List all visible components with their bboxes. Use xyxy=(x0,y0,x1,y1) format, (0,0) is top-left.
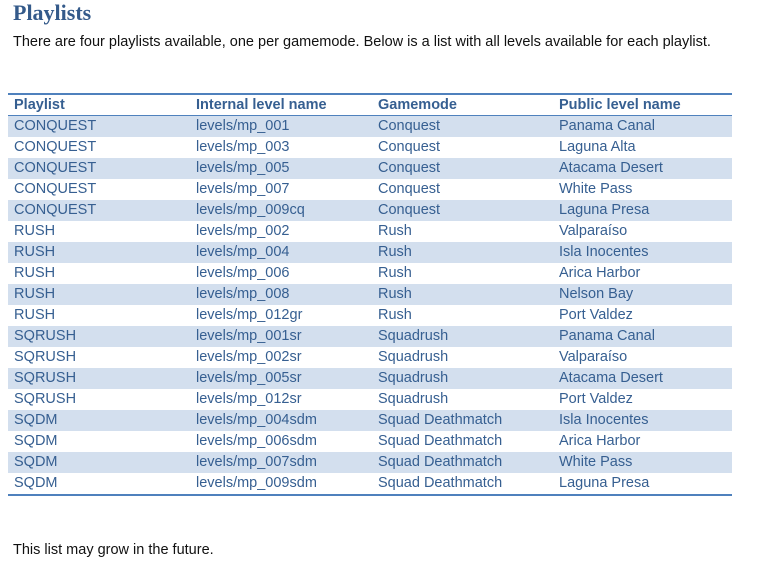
cell-gamemode: Rush xyxy=(378,265,412,281)
cell-public-level-name: Laguna Presa xyxy=(559,475,650,491)
cell-gamemode: Conquest xyxy=(372,116,553,138)
table-row xyxy=(8,452,732,473)
table-row xyxy=(8,431,732,452)
cell-playlist: SQRUSH xyxy=(8,326,190,347)
cell-public-level-name: Arica Harbor xyxy=(559,433,641,449)
table-row xyxy=(8,410,732,431)
cell-public-level-name: Laguna Presa xyxy=(553,200,732,221)
cell-public-level-name: Laguna Alta xyxy=(559,139,636,155)
cell-internal-level-name: levels/mp_006sdm xyxy=(196,433,317,449)
table-row xyxy=(8,305,732,326)
cell-public-level-name: Atacama Desert xyxy=(553,368,732,389)
cell-public-level-name: Valparaíso xyxy=(559,223,628,239)
table-row xyxy=(8,326,732,347)
cell-internal-level-name: levels/mp_003 xyxy=(196,139,290,155)
header-internal-level-name: Internal level name xyxy=(190,94,372,116)
cell-playlist: CONQUEST xyxy=(8,116,190,138)
table-row xyxy=(8,473,732,495)
header-public-level-name: Public level name xyxy=(553,94,732,116)
page-title: Playlists xyxy=(13,0,92,25)
table-row xyxy=(8,368,732,389)
cell-gamemode: Conquest xyxy=(372,200,553,221)
cell-internal-level-name: levels/mp_004 xyxy=(190,242,372,263)
cell-internal-level-name: levels/mp_005 xyxy=(190,158,372,179)
table-row xyxy=(8,347,732,368)
table-row xyxy=(8,221,732,242)
cell-playlist: RUSH xyxy=(14,223,56,239)
cell-public-level-name: Port Valdez xyxy=(559,391,633,407)
playlists-table xyxy=(8,93,732,496)
cell-playlist: SQDM xyxy=(14,475,58,491)
cell-gamemode: Rush xyxy=(378,223,412,239)
table-row xyxy=(8,158,732,179)
cell-playlist: SQDM xyxy=(14,433,58,449)
cell-public-level-name: White Pass xyxy=(559,181,633,197)
cell-playlist: CONQUEST xyxy=(14,181,97,197)
cell-public-level-name: Atacama Desert xyxy=(553,158,732,179)
table-row xyxy=(8,284,732,305)
cell-internal-level-name: levels/mp_009sdm xyxy=(196,475,317,491)
cell-internal-level-name: levels/mp_004sdm xyxy=(190,410,372,431)
table-row xyxy=(8,179,732,200)
cell-gamemode: Squadrush xyxy=(378,349,449,365)
cell-gamemode: Squad Deathmatch xyxy=(378,475,503,491)
cell-internal-level-name: levels/mp_001 xyxy=(190,116,372,138)
cell-playlist: CONQUEST xyxy=(8,158,190,179)
cell-playlist: SQDM xyxy=(8,452,190,473)
cell-playlist: CONQUEST xyxy=(8,200,190,221)
cell-gamemode: Conquest xyxy=(378,139,441,155)
cell-internal-level-name: levels/mp_002sr xyxy=(196,349,302,365)
footer-note: This list may grow in the future. xyxy=(13,542,214,558)
header-gamemode: Gamemode xyxy=(372,94,553,116)
cell-gamemode: Squadrush xyxy=(372,326,553,347)
cell-gamemode: Rush xyxy=(372,242,553,263)
cell-internal-level-name: levels/mp_002 xyxy=(196,223,290,239)
cell-public-level-name: Port Valdez xyxy=(559,307,633,323)
header-playlist: Playlist xyxy=(8,94,190,116)
cell-gamemode: Squad Deathmatch xyxy=(372,410,553,431)
cell-public-level-name: White Pass xyxy=(553,452,732,473)
cell-playlist: SQDM xyxy=(8,410,190,431)
cell-public-level-name: Panama Canal xyxy=(553,326,732,347)
cell-playlist: SQRUSH xyxy=(14,349,77,365)
table-row xyxy=(8,263,732,284)
cell-gamemode: Squad Deathmatch xyxy=(378,433,503,449)
cell-gamemode: Squadrush xyxy=(378,391,449,407)
cell-playlist: RUSH xyxy=(8,284,190,305)
cell-internal-level-name: levels/mp_012gr xyxy=(196,307,303,323)
cell-gamemode: Conquest xyxy=(372,158,553,179)
table-header-row xyxy=(8,94,732,116)
cell-playlist: RUSH xyxy=(14,307,56,323)
cell-internal-level-name: levels/mp_007 xyxy=(196,181,290,197)
table-row xyxy=(8,242,732,263)
cell-internal-level-name: levels/mp_012sr xyxy=(196,391,302,407)
cell-internal-level-name: levels/mp_008 xyxy=(190,284,372,305)
table-row xyxy=(8,116,732,138)
table-row xyxy=(8,137,732,158)
cell-playlist: CONQUEST xyxy=(14,139,97,155)
cell-public-level-name: Isla Inocentes xyxy=(553,242,732,263)
cell-gamemode: Rush xyxy=(372,284,553,305)
cell-playlist: RUSH xyxy=(8,242,190,263)
cell-playlist: SQRUSH xyxy=(14,391,77,407)
cell-internal-level-name: levels/mp_007sdm xyxy=(190,452,372,473)
cell-public-level-name: Valparaíso xyxy=(559,349,628,365)
cell-gamemode: Rush xyxy=(378,307,412,323)
table-row xyxy=(8,200,732,221)
cell-internal-level-name: levels/mp_006 xyxy=(196,265,290,281)
cell-gamemode: Squad Deathmatch xyxy=(372,452,553,473)
table-row xyxy=(8,389,732,410)
cell-public-level-name: Isla Inocentes xyxy=(553,410,732,431)
cell-playlist: SQRUSH xyxy=(8,368,190,389)
cell-internal-level-name: levels/mp_001sr xyxy=(190,326,372,347)
cell-gamemode: Conquest xyxy=(378,181,441,197)
cell-internal-level-name: levels/mp_005sr xyxy=(190,368,372,389)
cell-gamemode: Squadrush xyxy=(372,368,553,389)
cell-internal-level-name: levels/mp_009cq xyxy=(190,200,372,221)
intro-paragraph: There are four playlists available, one per gamemode. Below is a list with all levels available for each playlist. xyxy=(13,34,711,50)
cell-public-level-name: Panama Canal xyxy=(553,116,732,138)
cell-playlist: RUSH xyxy=(14,265,56,281)
cell-public-level-name: Nelson Bay xyxy=(553,284,732,305)
cell-public-level-name: Arica Harbor xyxy=(559,265,641,281)
